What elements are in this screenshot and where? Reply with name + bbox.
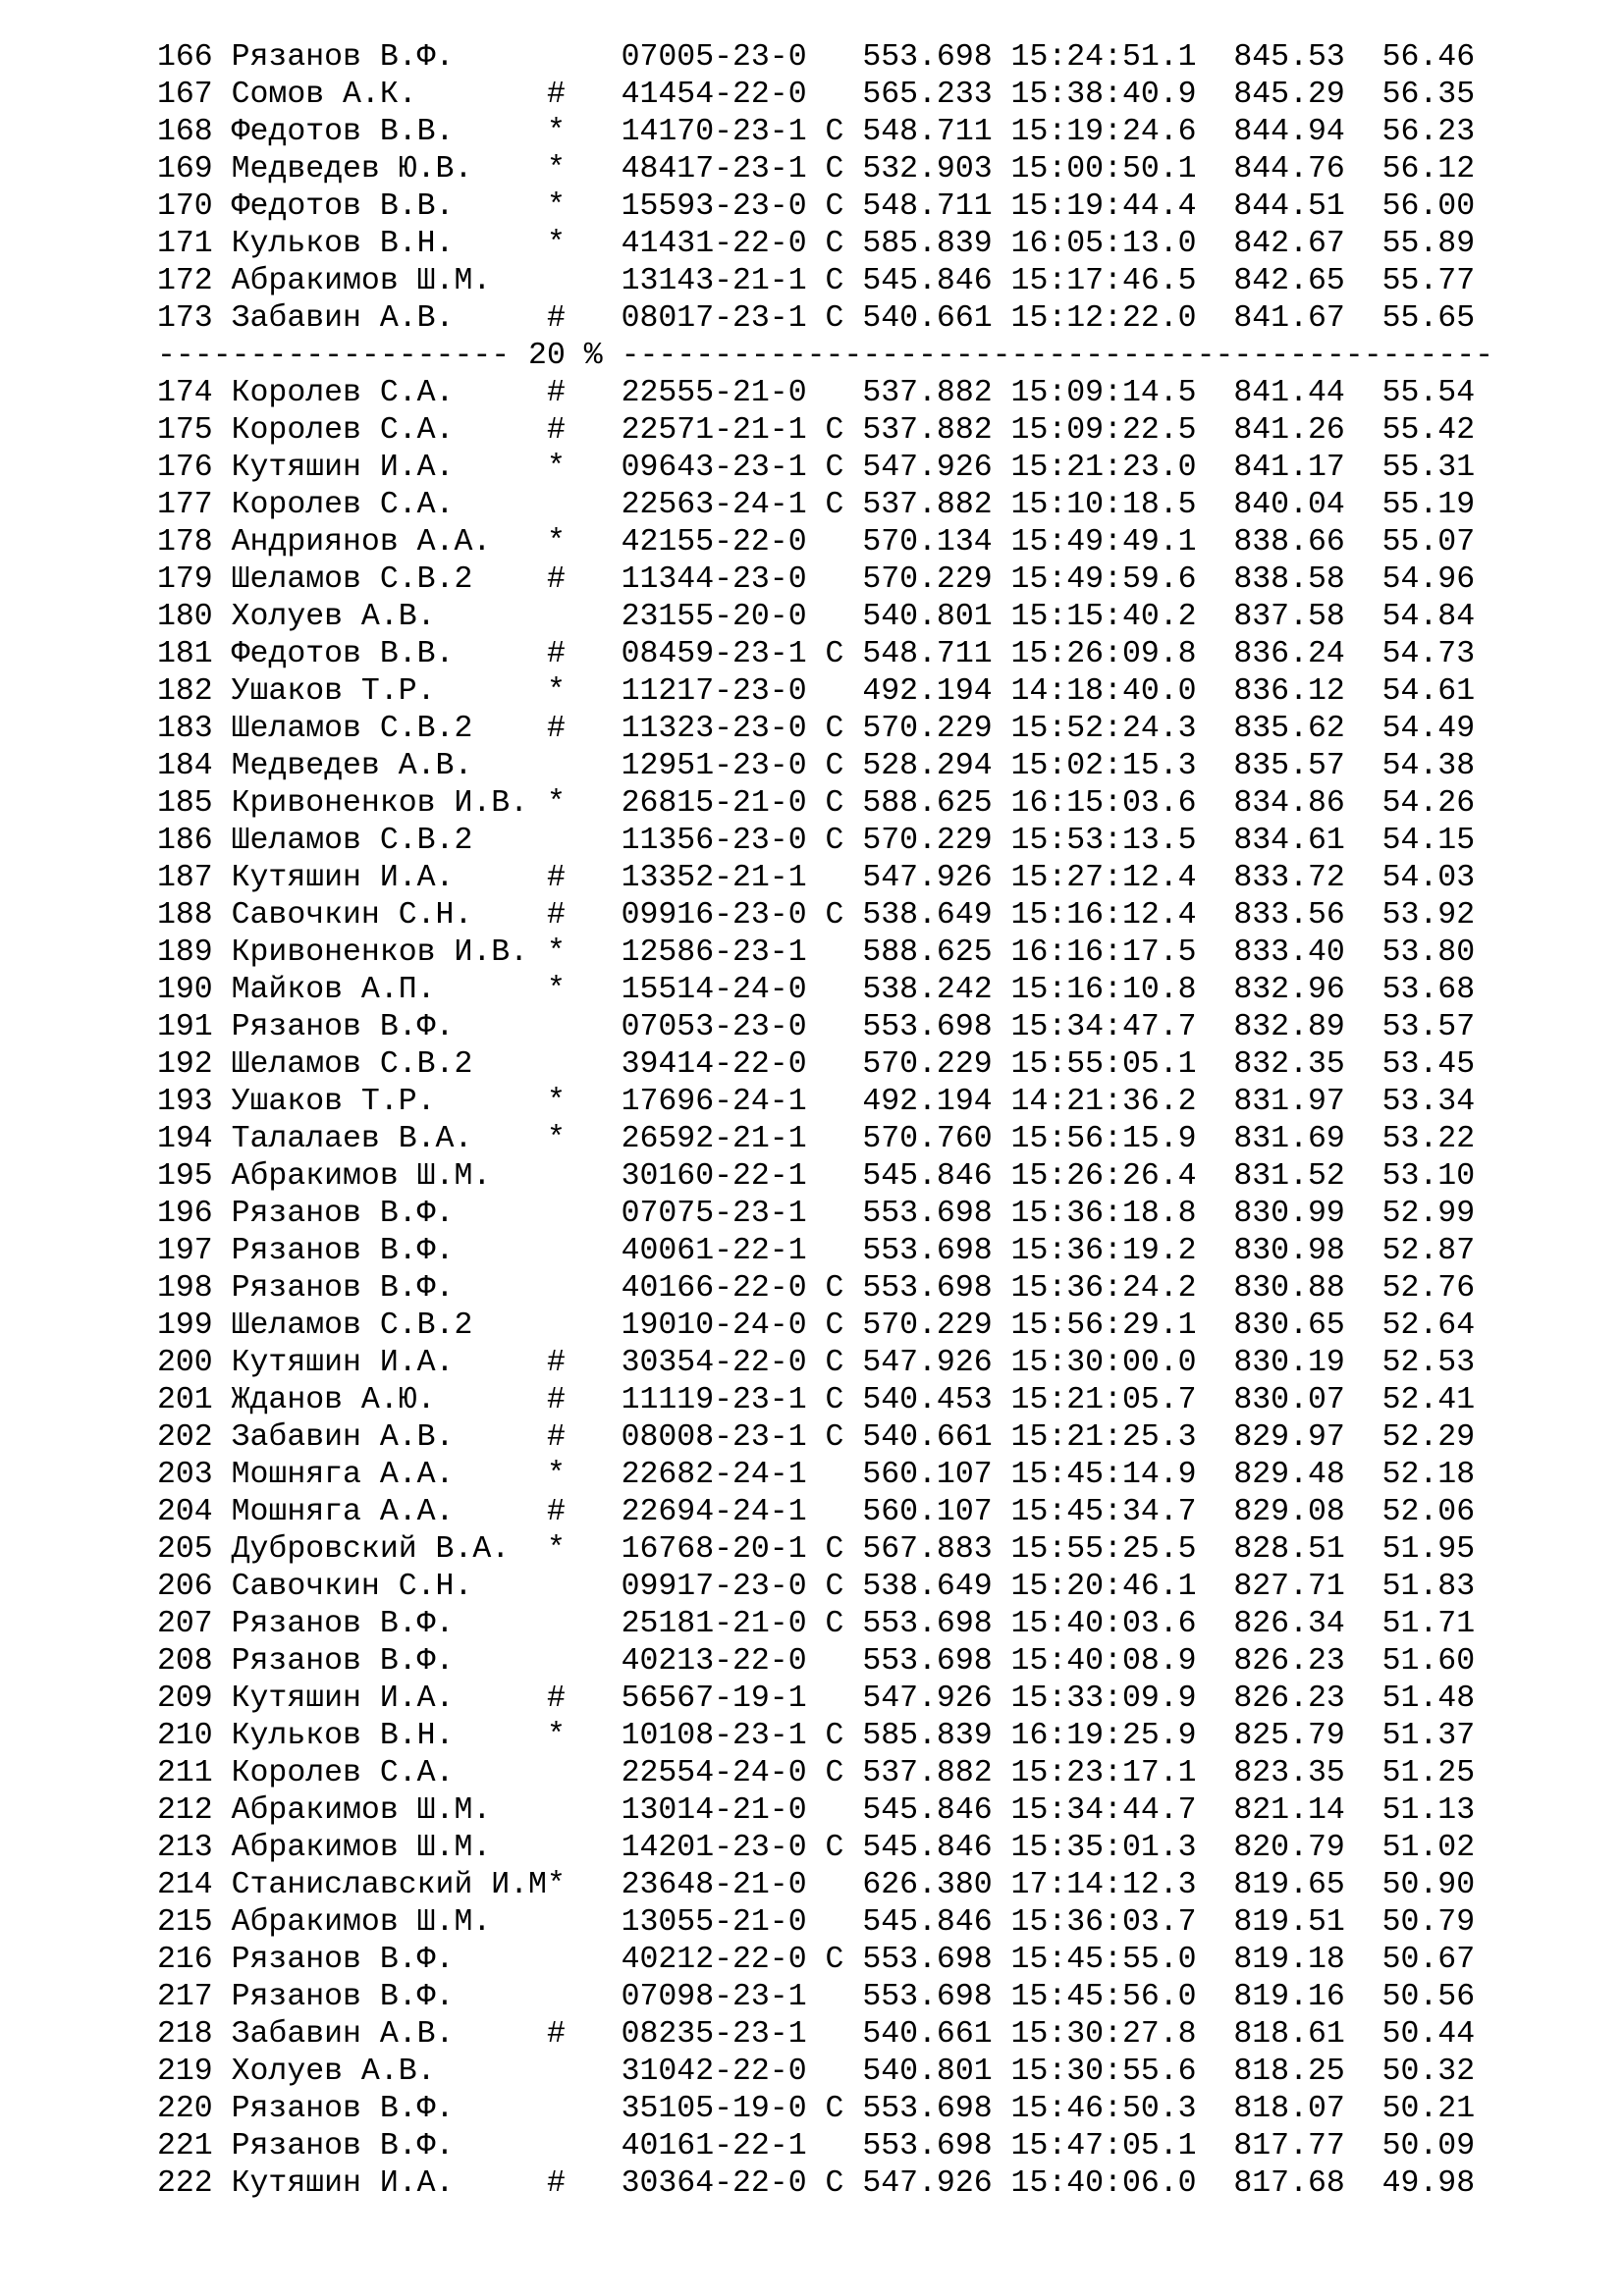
result-row: 189 Кривоненков И.В. * 12586-23-1 588.625 16:16:17.5 833.40 53.80 — [157, 935, 1476, 970]
result-row: 198 Рязанов В.Ф. 40166-22-0 C 553.698 15:36:24.2 830.88 52.76 — [157, 1271, 1476, 1306]
result-row: 216 Рязанов В.Ф. 40212-22-0 C 553.698 15:45:55.0 819.18 50.67 — [157, 1943, 1476, 1977]
result-row: 169 Медведев Ю.В. * 48417-23-1 C 532.903 15:00:50.1 844.76 56.12 — [157, 152, 1476, 187]
result-row: 186 Шеламов С.В.2 11356-23-0 C 570.229 15:53:13.5 834.61 54.15 — [157, 824, 1476, 858]
result-row: 192 Шеламов С.В.2 39414-22-0 570.229 15:55:05.1 832.35 53.45 — [157, 1047, 1476, 1082]
result-row: 212 Абракимов Ш.М. 13014-21-0 545.846 15:34:44.7 821.14 51.13 — [157, 1793, 1476, 1828]
result-row: 208 Рязанов В.Ф. 40213-22-0 553.698 15:40:08.9 826.23 51.60 — [157, 1644, 1476, 1679]
result-row: 199 Шеламов С.В.2 19010-24-0 C 570.229 15:56:29.1 830.65 52.64 — [157, 1308, 1476, 1343]
result-row: 197 Рязанов В.Ф. 40061-22-1 553.698 15:36:19.2 830.98 52.87 — [157, 1234, 1476, 1268]
result-row: 220 Рязанов В.Ф. 35105-19-0 C 553.698 15:46:50.3 818.07 50.21 — [157, 2092, 1476, 2126]
result-row: 196 Рязанов В.Ф. 07075-23-1 553.698 15:36:18.8 830.99 52.99 — [157, 1197, 1476, 1231]
result-row: 171 Кульков В.Н. * 41431-22-0 C 585.839 16:05:13.0 842.67 55.89 — [157, 227, 1476, 261]
result-row: 167 Сомов А.К. # 41454-22-0 565.233 15:38:40.9 845.29 56.35 — [157, 78, 1476, 112]
result-row: 172 Абракимов Ш.М. 13143-21-1 C 545.846 15:17:46.5 842.65 55.77 — [157, 264, 1476, 298]
result-row: 179 Шеламов С.В.2 # 11344-23-0 570.229 15:49:59.6 838.58 54.96 — [157, 562, 1476, 597]
result-row: 188 Савочкин С.Н. # 09916-23-0 C 538.649 15:16:12.4 833.56 53.92 — [157, 898, 1476, 933]
results-listing — [157, 39, 1591, 2203]
result-row: 209 Кутяшин И.А. # 56567-19-1 547.926 15:33:09.9 826.23 51.48 — [157, 1682, 1476, 1716]
result-row: 218 Забавин А.В. # 08235-23-1 540.661 15:30:27.8 818.61 50.44 — [157, 2017, 1476, 2052]
result-row: 217 Рязанов В.Ф. 07098-23-1 553.698 15:45:56.0 819.16 50.56 — [157, 1980, 1476, 2014]
result-row: 207 Рязанов В.Ф. 25181-21-0 C 553.698 15:40:03.6 826.34 51.71 — [157, 1607, 1476, 1641]
result-row: 201 Жданов А.Ю. # 11119-23-1 C 540.453 15:21:05.7 830.07 52.41 — [157, 1383, 1476, 1417]
result-row: 213 Абракимов Ш.М. 14201-23-0 C 545.846 15:35:01.3 820.79 51.02 — [157, 1831, 1476, 1865]
result-row: 222 Кутяшин И.А. # 30364-22-0 C 547.926 15:40:06.0 817.68 49.98 — [157, 2166, 1476, 2201]
result-row: 173 Забавин А.В. # 08017-23-1 C 540.661 15:12:22.0 841.67 55.65 — [157, 301, 1476, 336]
result-row: 219 Холуев А.В. 31042-22-0 540.801 15:30:55.6 818.25 50.32 — [157, 2055, 1476, 2089]
result-row: 181 Федотов В.В. # 08459-23-1 C 548.711 15:26:09.8 836.24 54.73 — [157, 637, 1476, 671]
result-row: 178 Андриянов А.А. * 42155-22-0 570.134 15:49:49.1 838.66 55.07 — [157, 525, 1476, 560]
result-row: 214 Станиславский И.М* 23648-21-0 626.380 17:14:12.3 819.65 50.90 — [157, 1868, 1476, 1902]
result-row: 187 Кутяшин И.А. # 13352-21-1 547.926 15:27:12.4 833.72 54.03 — [157, 861, 1476, 895]
result-row: 182 Ушаков Т.Р. * 11217-23-0 492.194 14:18:40.0 836.12 54.61 — [157, 674, 1476, 709]
result-row: 210 Кульков В.Н. * 10108-23-1 C 585.839 16:19:25.9 825.79 51.37 — [157, 1719, 1476, 1753]
result-row: 176 Кутяшин И.А. * 09643-23-1 C 547.926 15:21:23.0 841.17 55.31 — [157, 451, 1476, 485]
result-row: 185 Кривоненков И.В. * 26815-21-0 C 588.625 16:15:03.6 834.86 54.26 — [157, 786, 1476, 821]
percent-separator: ------------------- 20 % ----------------------------------------------- — [157, 339, 1494, 373]
result-row: 177 Королев С.А. 22563-24-1 C 537.882 15:10:18.5 840.04 55.19 — [157, 488, 1476, 522]
result-row: 193 Ушаков Т.Р. * 17696-24-1 492.194 14:21:36.2 831.97 53.34 — [157, 1085, 1476, 1119]
result-row: 191 Рязанов В.Ф. 07053-23-0 553.698 15:34:47.7 832.89 53.57 — [157, 1010, 1476, 1044]
result-row: 204 Мошняга А.А. # 22694-24-1 560.107 15:45:34.7 829.08 52.06 — [157, 1495, 1476, 1529]
result-row: 215 Абракимов Ш.М. 13055-21-0 545.846 15:36:03.7 819.51 50.79 — [157, 1905, 1476, 1940]
result-row: 170 Федотов В.В. * 15593-23-0 C 548.711 15:19:44.4 844.51 56.00 — [157, 189, 1476, 224]
result-row: 221 Рязанов В.Ф. 40161-22-1 553.698 15:47:05.1 817.77 50.09 — [157, 2129, 1476, 2163]
result-row: 195 Абракимов Ш.М. 30160-22-1 545.846 15:26:26.4 831.52 53.10 — [157, 1159, 1476, 1194]
result-row: 168 Федотов В.В. * 14170-23-1 C 548.711 15:19:24.6 844.94 56.23 — [157, 115, 1476, 149]
result-row: 211 Королев С.А. 22554-24-0 C 537.882 15:23:17.1 823.35 51.25 — [157, 1756, 1476, 1790]
result-row: 166 Рязанов В.Ф. 07005-23-0 553.698 15:24:51.1 845.53 56.46 — [157, 40, 1476, 75]
result-row: 184 Медведев А.В. 12951-23-0 C 528.294 15:02:15.3 835.57 54.38 — [157, 749, 1476, 783]
result-row: 206 Савочкин С.Н. 09917-23-0 C 538.649 15:20:46.1 827.71 51.83 — [157, 1570, 1476, 1604]
result-row: 180 Холуев А.В. 23155-20-0 540.801 15:15:40.2 837.58 54.84 — [157, 600, 1476, 634]
result-row: 190 Майков А.П. * 15514-24-0 538.242 15:16:10.8 832.96 53.68 — [157, 973, 1476, 1007]
result-row: 183 Шеламов С.В.2 # 11323-23-0 C 570.229 15:52:24.3 835.62 54.49 — [157, 712, 1476, 746]
result-row: 174 Королев С.А. # 22555-21-0 537.882 15:09:14.5 841.44 55.54 — [157, 376, 1476, 410]
result-row: 203 Мошняга А.А. * 22682-24-1 560.107 15:45:14.9 829.48 52.18 — [157, 1458, 1476, 1492]
result-row: 194 Талалаев В.А. * 26592-21-1 570.760 15:56:15.9 831.69 53.22 — [157, 1122, 1476, 1156]
result-row: 205 Дубровский В.А. * 16768-20-1 C 567.883 15:55:25.5 828.51 51.95 — [157, 1532, 1476, 1567]
result-row: 200 Кутяшин И.А. # 30354-22-0 C 547.926 15:30:00.0 830.19 52.53 — [157, 1346, 1476, 1380]
result-row: 175 Королев С.А. # 22571-21-1 C 537.882 15:09:22.5 841.26 55.42 — [157, 413, 1476, 448]
result-row: 202 Забавин А.В. # 08008-23-1 C 540.661 15:21:25.3 829.97 52.29 — [157, 1420, 1476, 1455]
